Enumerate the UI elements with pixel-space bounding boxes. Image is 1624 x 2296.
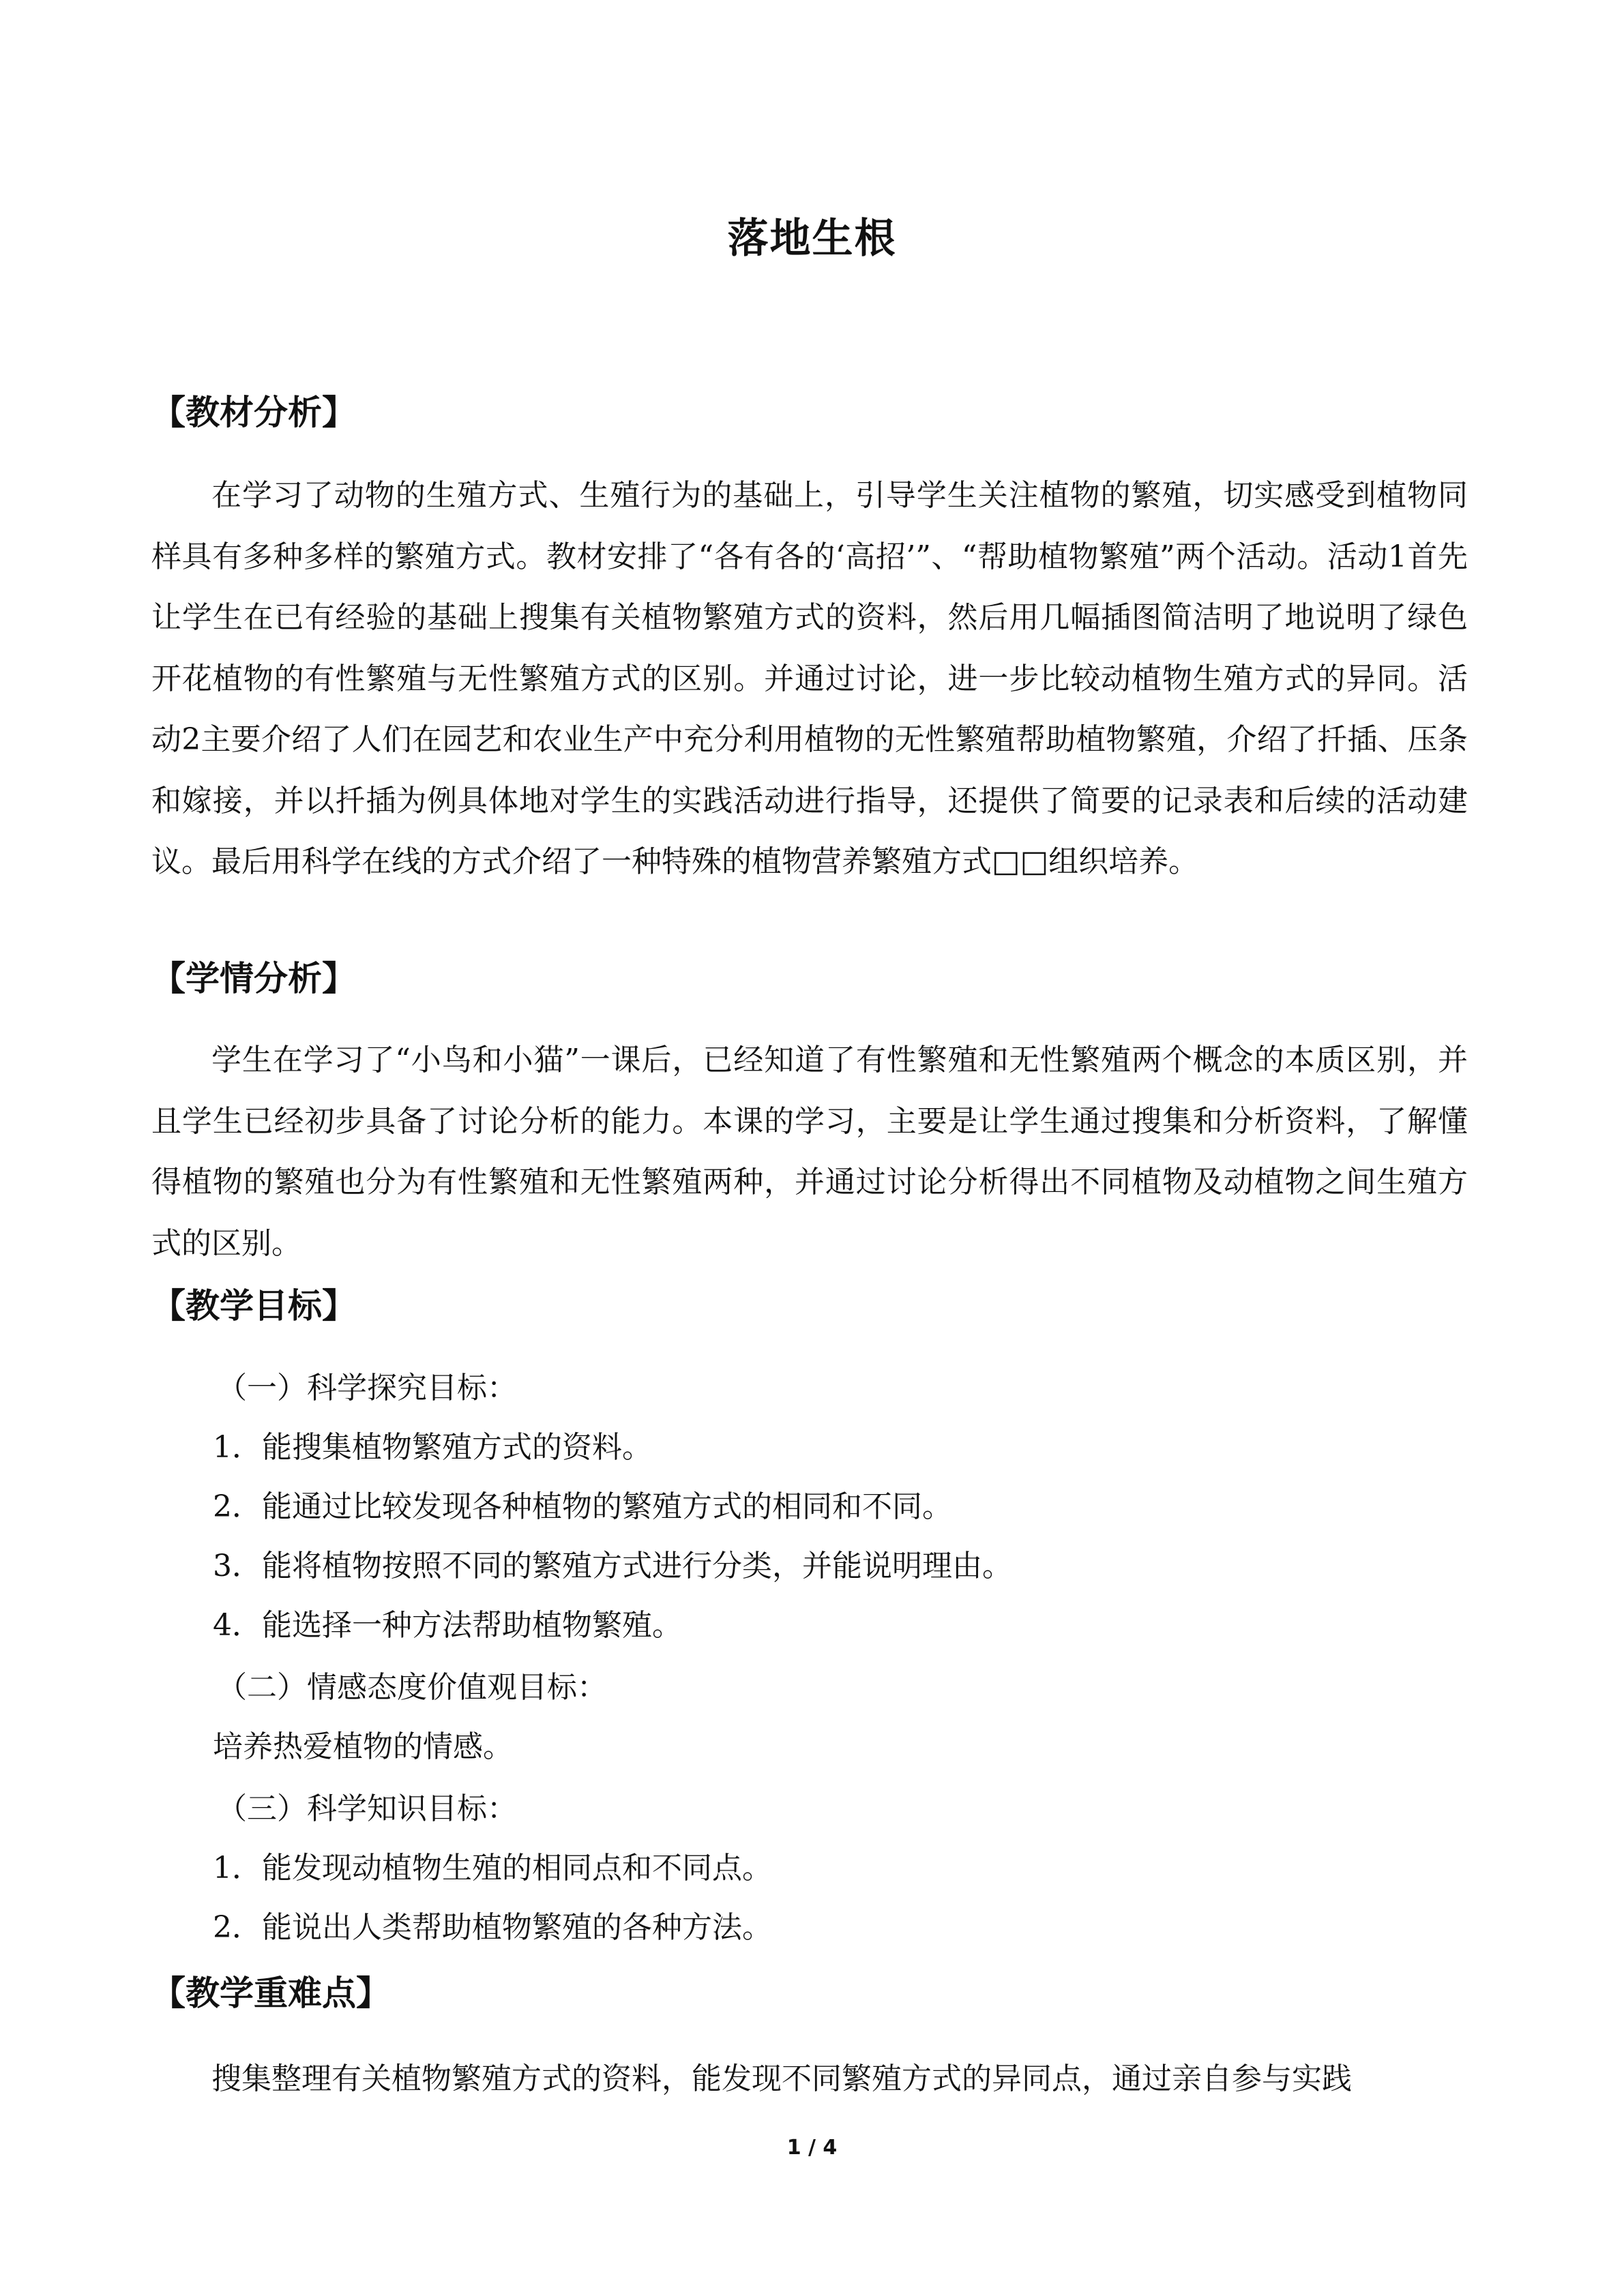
section-heading-key-points: 【教学重难点】	[151, 1973, 390, 2013]
section-heading-student-analysis: 【学情分析】	[151, 959, 356, 998]
goal-line: （三）科学知识目标：	[217, 1791, 517, 1826]
goal-line: （二）情感态度价值观目标：	[217, 1670, 607, 1705]
section-heading-textbook-analysis: 【教材分析】	[151, 393, 356, 432]
goal-line: 1．能发现动植物生殖的相同点和不同点。	[213, 1851, 772, 1885]
goal-line: 2．能说出人类帮助植物繁殖的各种方法。	[213, 1910, 772, 1945]
paragraph-student-analysis: 学生在学习了“小鸟和小猫”一课后，已经知道了有性繁殖和无性繁殖两个概念的本质区别，并且学生已经初步具备了讨论分析的能力。本课的学习，主要是让学生通过搜集和分析资料，了解懂得植物的繁殖也分为有性繁殖和无性繁殖两种，并通过讨论分析得出不同植物及动植物之间生殖方式的区别。	[151, 1043, 1468, 1261]
goal-line: 培养热爱植物的情感。	[213, 1729, 513, 1764]
page-number: 1 / 4	[786, 2136, 838, 2160]
paragraph-key-points: 搜集整理有关植物繁殖方式的资料，能发现不同繁殖方式的异同点，通过亲自参与实践	[211, 2061, 1352, 2096]
goal-line: 3．能将植物按照不同的繁殖方式进行分类，并能说明理由。	[213, 1549, 1012, 1583]
section-heading-teaching-goals: 【教学目标】	[151, 1286, 356, 1326]
goal-line: 4．能选择一种方法帮助植物繁殖。	[213, 1608, 682, 1643]
goal-line: 1．能搜集植物繁殖方式的资料。	[213, 1430, 652, 1465]
goal-line: （一）科学探究目标：	[217, 1371, 517, 1405]
paragraph-textbook-analysis: 在学习了动物的生殖方式、生殖行为的基础上，引导学生关注植物的繁殖，切实感受到植物同样具有多种多样的繁殖方式。教材安排了“各有各的‘高招’”、“帮助植物繁殖”两个活动。活动1首先让学生在已有经验的基础上搜集有关植物繁殖方式的资料，然后用几幅插图简洁明了地说明了绿色开花植物的有性繁殖与无性繁殖方式的区别。并通过讨论，进一步比较动植物生殖方式的异同。活动2主要介绍了人们在园艺和农业生产中充分利用植物的无性繁殖帮助植物繁殖，介绍了扦插、压条和嫁接，并以扦插为例具体地对学生的实践活动进行指导，还提供了简要的记录表和后续的活动建议。最后用科学在线的方式介绍了一种特殊的植物营养繁殖方式□□组织培养。	[151, 478, 1468, 879]
document-title: 落地生根	[727, 215, 897, 263]
goal-line: 2．能通过比较发现各种植物的繁殖方式的相同和不同。	[213, 1489, 952, 1524]
